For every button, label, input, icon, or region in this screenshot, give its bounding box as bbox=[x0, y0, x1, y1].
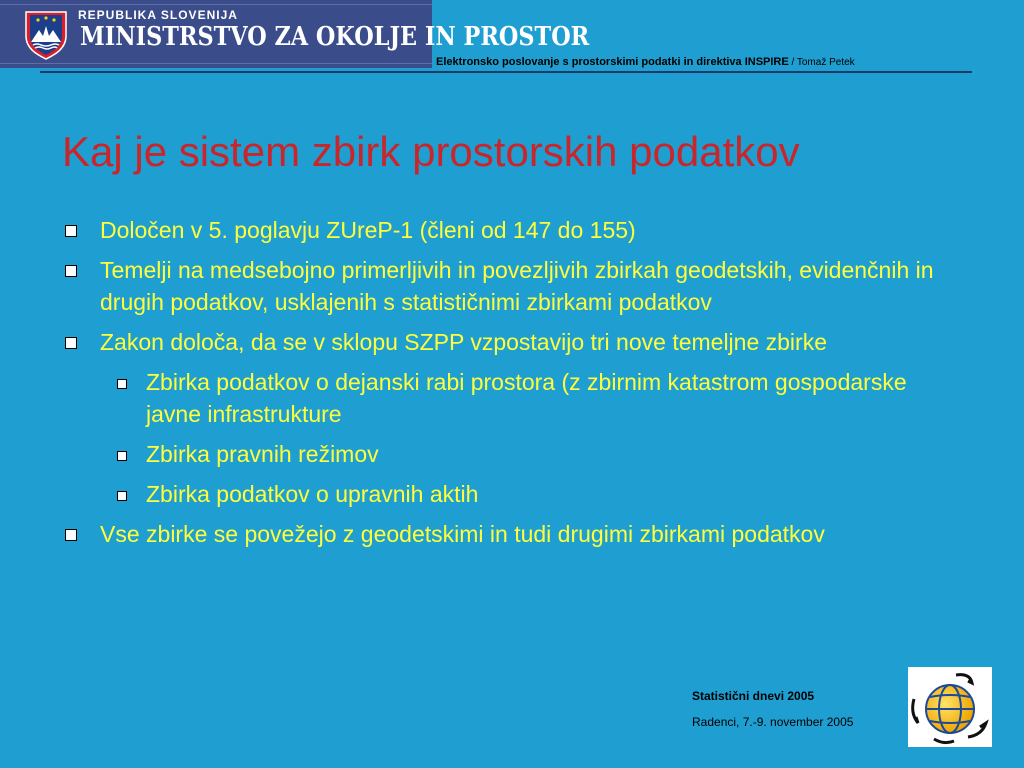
event-footer bbox=[692, 689, 853, 729]
event-location-date: Radenci, 7.-9. november 2005 bbox=[692, 715, 854, 729]
bullet-text: Določen v 5. poglavju ZUreP-1 (členi od 147 do 155) bbox=[100, 217, 636, 243]
slovenia-coat-of-arms-icon bbox=[22, 10, 70, 60]
globe-network-icon bbox=[908, 667, 992, 747]
sub-bullet-item bbox=[62, 478, 962, 510]
ministry-logo-banner bbox=[0, 0, 590, 68]
event-name: Statistični dnevi 2005 bbox=[692, 689, 815, 703]
bullet-text: Zbirka podatkov o upravnih aktih bbox=[146, 481, 479, 507]
bullet-text: Vse zbirke se povežejo z geodetskimi in tudi drugimi zbirkami podatkov bbox=[100, 521, 825, 547]
slide-title: Kaj je sistem zbirk prostorskih podatkov bbox=[62, 128, 800, 175]
square-bullet-icon bbox=[65, 529, 77, 541]
banner-stripe bbox=[0, 4, 432, 5]
square-bullet-icon bbox=[117, 379, 127, 389]
bullet-item bbox=[62, 518, 962, 550]
square-bullet-icon bbox=[65, 225, 77, 237]
bullet-item bbox=[62, 214, 962, 246]
globe-logo bbox=[908, 667, 992, 747]
sub-bullet-item bbox=[62, 438, 962, 470]
bullet-text: Zbirka pravnih režimov bbox=[146, 441, 379, 467]
square-bullet-icon bbox=[117, 491, 127, 501]
banner-stripe bbox=[0, 63, 432, 64]
bullet-item bbox=[62, 254, 962, 318]
square-bullet-icon bbox=[65, 265, 77, 277]
presentation-author: / Tomaž Petek bbox=[788, 57, 855, 68]
bullet-text: Zakon določa, da se v sklopu SZPP vzpostavijo tri nove temeljne zbirke bbox=[100, 329, 827, 355]
ministry-name: MINISTRSTVO ZA OKOLJE IN PROSTOR bbox=[80, 22, 590, 52]
header-divider bbox=[40, 71, 972, 73]
square-bullet-icon bbox=[65, 337, 77, 349]
republic-label: REPUBLIKA SLOVENIJA bbox=[78, 8, 238, 22]
square-bullet-icon bbox=[117, 451, 127, 461]
bullet-text: Zbirka podatkov o dejanski rabi prostora (z zbirnim katastrom gospodarske javne infrastrukture bbox=[146, 369, 907, 427]
presentation-header bbox=[436, 56, 855, 68]
slide-content bbox=[62, 214, 962, 558]
bullet-text: Temelji na medsebojno primerljivih in povezljivih zbirkah geodetskih, evidenčnih in drugih podatkov, usklajenih s statističnimi zbirkami podatkov bbox=[100, 257, 934, 315]
bullet-item bbox=[62, 326, 962, 358]
presentation-title: Elektronsko poslovanje s prostorskimi podatki in direktiva INSPIRE bbox=[436, 56, 789, 68]
sub-bullet-item bbox=[62, 366, 962, 430]
